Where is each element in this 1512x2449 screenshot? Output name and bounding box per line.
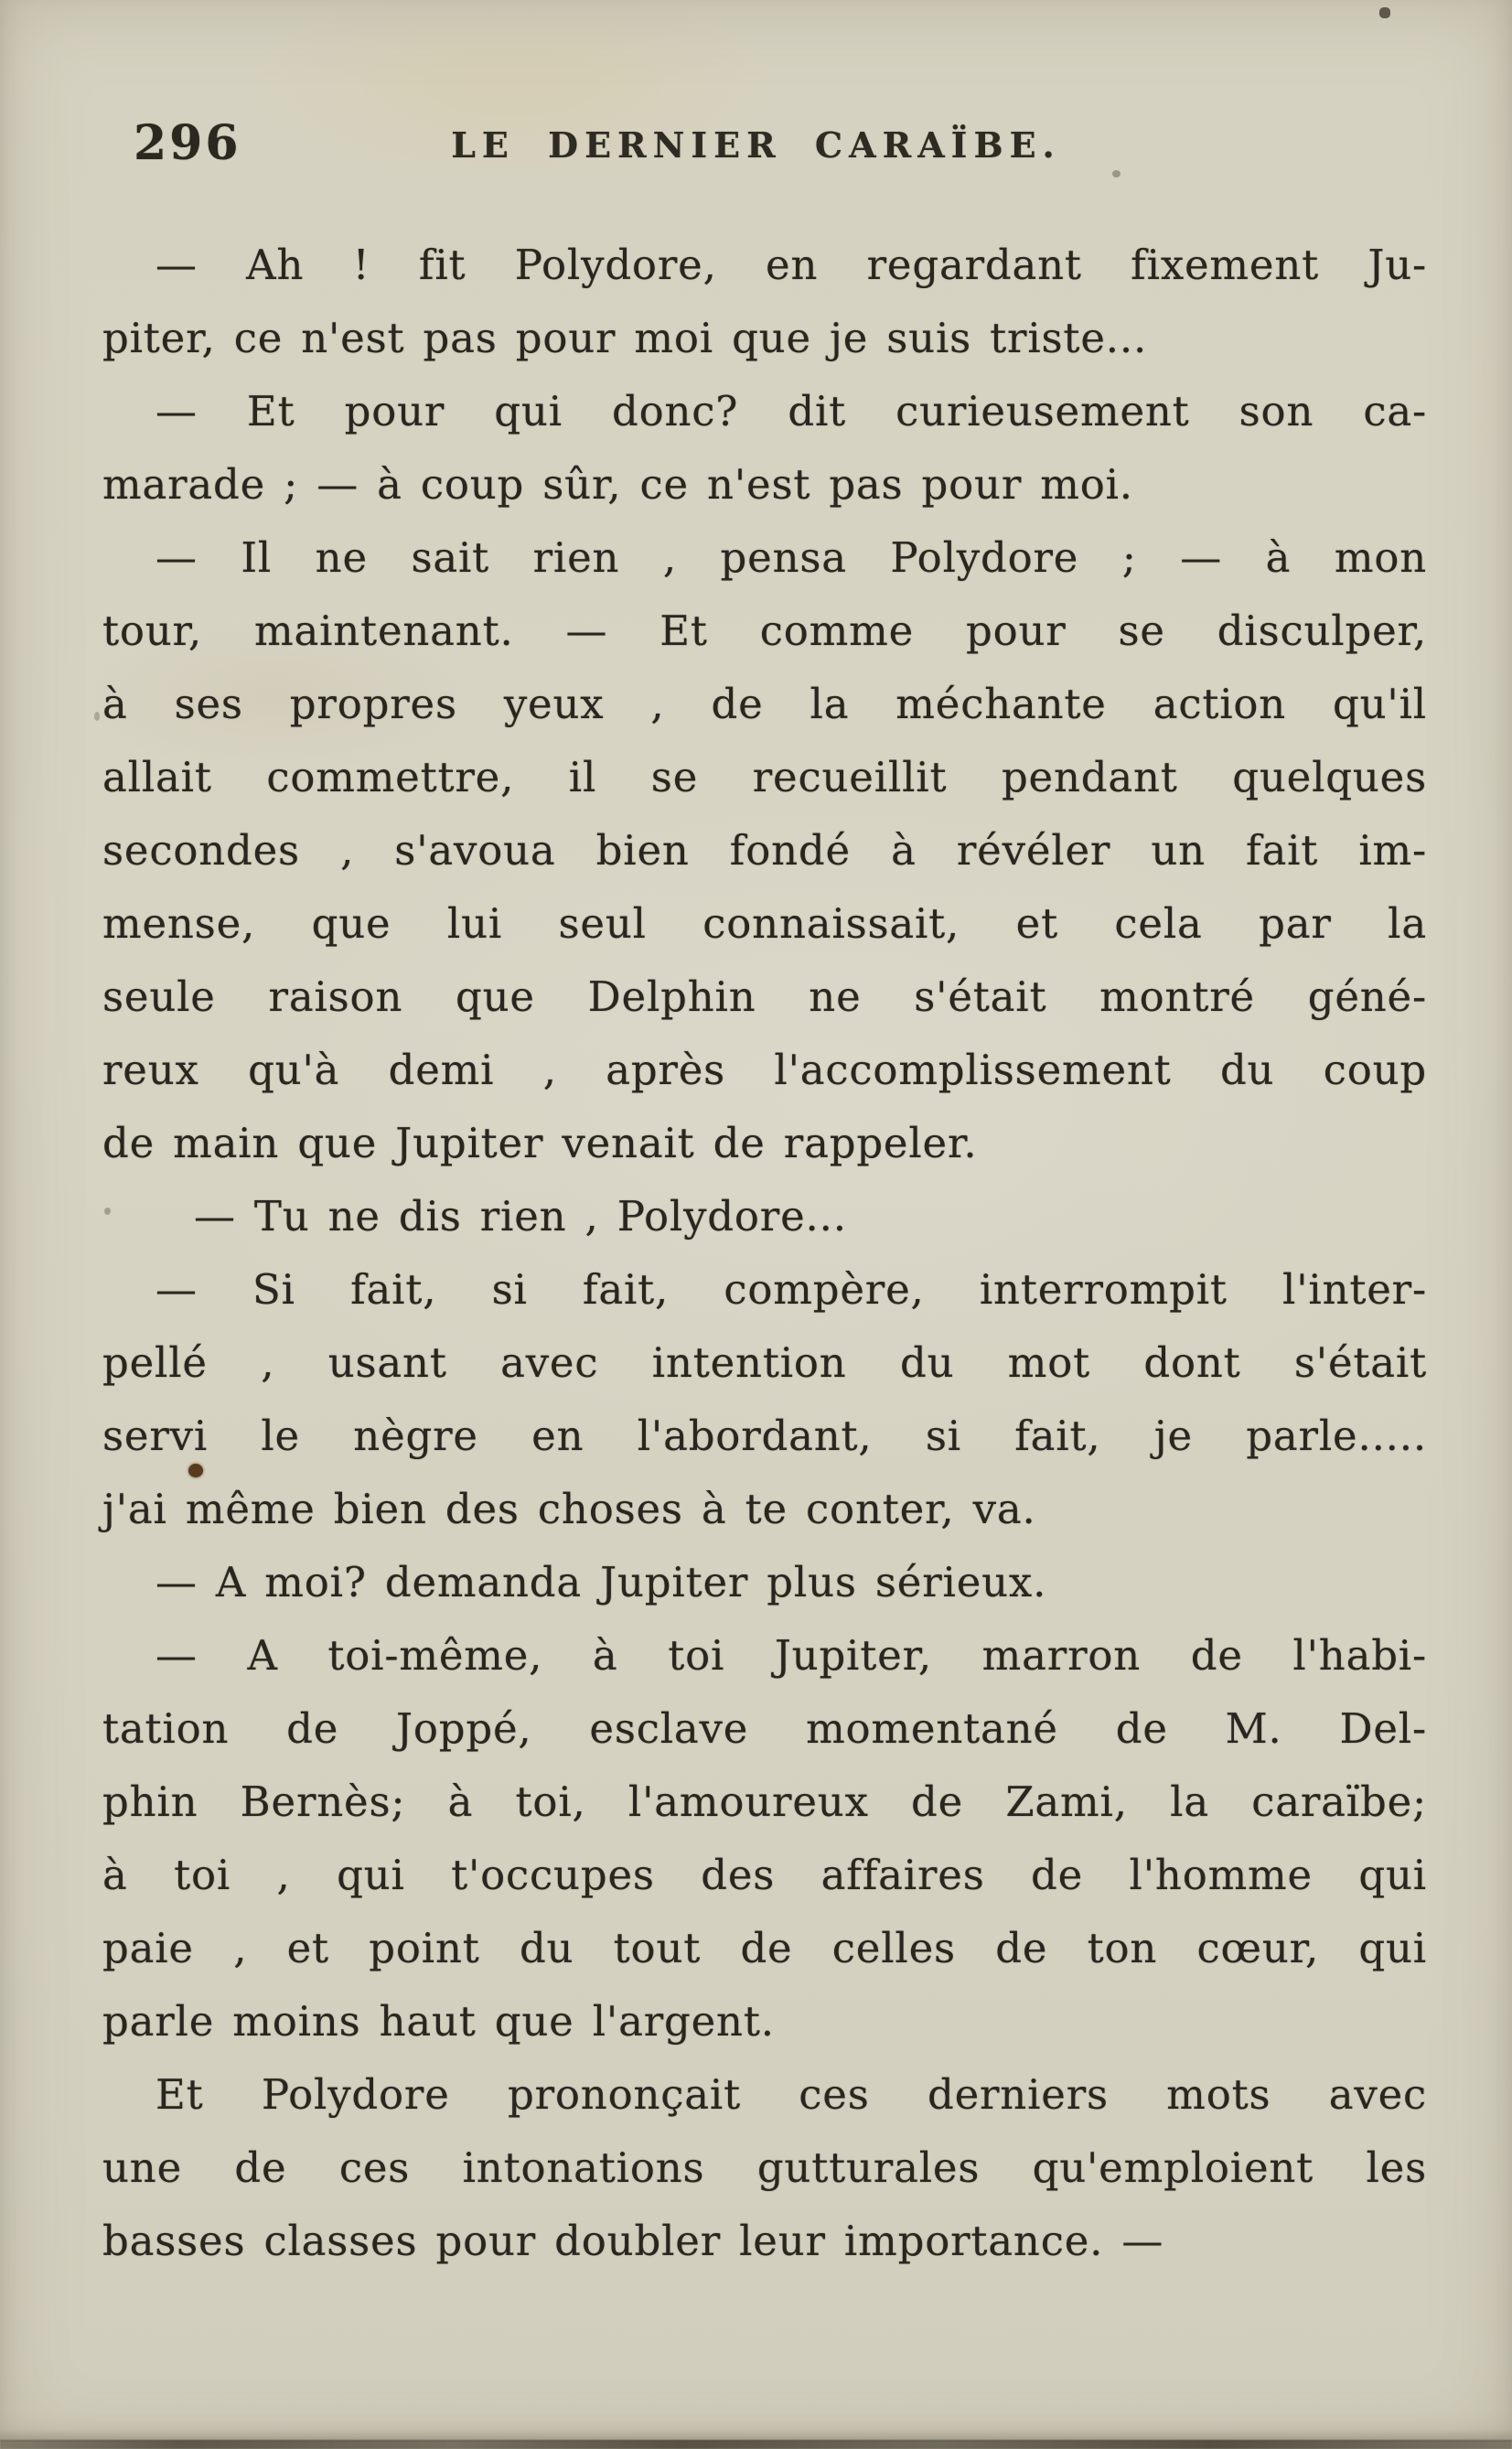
page-bottom-shadow [0, 2429, 1512, 2442]
body-text [102, 229, 1427, 2278]
text-line: — Tu ne dis rien , Polydore... [194, 1192, 847, 1241]
text-line: — A moi? demanda Jupiter plus sérieux. [155, 1558, 1047, 1606]
text-line: parle moins haut que l'argent. [102, 1997, 775, 2046]
text-line: — Si fait, si fait, compère, interrompit l'inter- [155, 1265, 1427, 1314]
text-line: secondes , s'avoua bien fondé à révéler un fait im- [102, 826, 1427, 875]
text-line: à toi , qui t'occupes des affaires de l'homme qui [102, 1851, 1427, 1899]
text-line: j'ai même bien des choses à te conter, va. [102, 1485, 1036, 1533]
text-line: de main que Jupiter venait de rappeler. [102, 1119, 978, 1167]
page-number: 296 [134, 115, 241, 171]
text-line: marade ; — à coup sûr, ce n'est pas pour moi. [102, 460, 1133, 509]
paper-speck [1379, 7, 1390, 18]
text-line: allait commettre, il se recueillit pendant quelques [102, 753, 1427, 801]
text-line: basses classes pour doubler leur importance. — [102, 2217, 1164, 2265]
text-line: à ses propres yeux , de la méchante action qu'il [102, 680, 1427, 728]
text-line: tour, maintenant. — Et comme pour se disculper, [102, 607, 1427, 655]
text-line: mense, que lui seul connaissait, et cela par la [102, 899, 1427, 948]
page-bottom-edge [0, 2440, 1512, 2449]
text-line: reux qu'à demi , après l'accomplissement du coup [102, 1046, 1427, 1094]
text-line: — A toi-même, à toi Jupiter, marron de l'habi- [155, 1631, 1427, 1680]
text-line: Et Polydore prononçait ces derniers mots avec [155, 2070, 1427, 2119]
text-line: phin Bernès; à toi, l'amoureux de Zami, la caraïbe; [102, 1778, 1427, 1826]
text-line: servi le nègre en l'abordant, si fait, je parle..... [102, 1412, 1427, 1460]
text-line: seule raison que Delphin ne s'était montré géné- [102, 972, 1427, 1021]
paper-speck [94, 712, 100, 721]
text-line: — Il ne sait rien , pensa Polydore ; — à mon [155, 533, 1427, 582]
text-line: tation de Joppé, esclave momentané de M. Del- [102, 1704, 1427, 1753]
text-line: piter, ce n'est pas pour moi que je suis triste... [102, 314, 1148, 362]
text-line: une de ces intonations gutturales qu'emploient les [102, 2143, 1427, 2192]
running-title: LE DERNIER CARAÏBE. [451, 124, 1061, 166]
text-line: — Et pour qui donc? dit curieusement son ca- [155, 387, 1427, 435]
text-line: paie , et point du tout de celles de ton cœur, qui [102, 1924, 1427, 1972]
text-line: pellé , usant avec intention du mot dont s'était [102, 1338, 1427, 1387]
text-line: — Ah ! fit Polydore, en regardant fixement Ju- [155, 241, 1427, 289]
page-header [0, 115, 1512, 188]
